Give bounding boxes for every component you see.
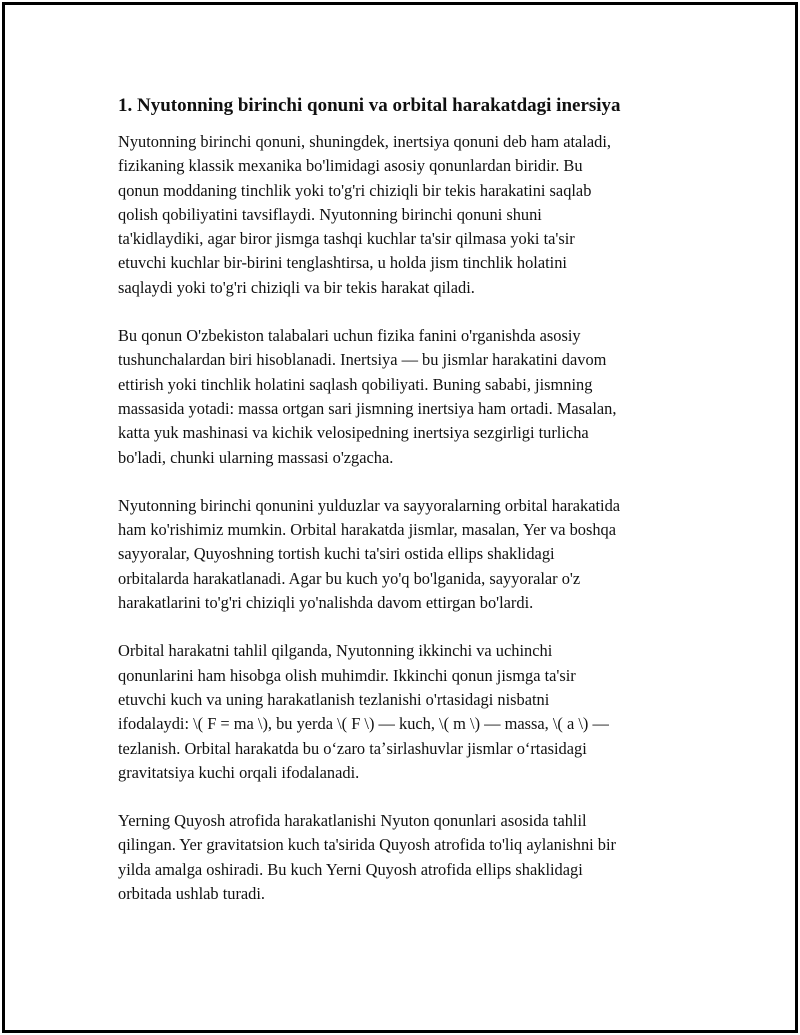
text-line: gravitatsiya kuchi orqali ifodalanadi. bbox=[118, 762, 360, 782]
text-line: qolish qobiliyatini tavsiflaydi. Nyutonning birinchi qonuni shuni bbox=[118, 204, 542, 224]
text-line: ham ko'rishimiz mumkin. Orbital harakatda jismlar, masalan, Yer va boshqa bbox=[118, 520, 617, 540]
text-line: Yerning Quyosh atrofida harakatlanishi Nyuton qonunlari asosida tahlil bbox=[118, 811, 587, 831]
text-line: qilingan. Yer gravitatsion kuch ta'sirida Quyosh atrofida to'liq aylanishni bir bbox=[118, 835, 617, 855]
text-line: fizikaning klassik mexanika bo'limidagi asosiy qonunlardan biridir. Bu bbox=[118, 156, 583, 176]
text-line: tushunchalardan biri hisoblanadi. Inertsiya — bu jismlar harakatini davom bbox=[118, 350, 607, 370]
paragraph-3 bbox=[118, 494, 688, 615]
text-line: orbitalarda harakatlanadi. Agar bu kuch yo'q bo'lganida, sayyoralar o'z bbox=[118, 568, 581, 588]
text-line: orbitada ushlab turadi. bbox=[118, 884, 266, 904]
text-line: sayyoralar, Quyoshning tortish kuchi ta'siri ostida ellips shaklidagi bbox=[118, 544, 555, 564]
paragraph-1 bbox=[118, 130, 688, 300]
text-line: harakatlarini to'g'ri chiziqli yo'nalishda davom ettirgan bo'lardi. bbox=[118, 593, 534, 613]
paragraph-5 bbox=[118, 809, 688, 906]
text-line: qonunlarini ham hisobga olish muhimdir. Ikkinchi qonun jismga ta'sir bbox=[118, 665, 576, 685]
text-line: massasida yotadi: massa ortgan sari jismning inertsiya ham ortadi. Masalan, bbox=[118, 398, 617, 418]
section-heading: 1. Nyutonning birinchi qonuni va orbital harakatdagi inersiya bbox=[118, 95, 621, 116]
text-line: katta yuk mashinasi va kichik velosipedning inertsiya sezgirligi turlicha bbox=[118, 423, 589, 443]
text-line: bo'ladi, chunki ularning massasi o'zgacha. bbox=[118, 447, 394, 467]
text-line: Orbital harakatni tahlil qilganda, Nyutonning ikkinchi va uchinchi bbox=[118, 641, 553, 661]
text-line: ta'kidlaydiki, agar biror jismga tashqi kuchlar ta'sir qilmasa yoki ta'sir bbox=[118, 229, 575, 249]
text-line: Bu qonun O'zbekiston talabalari uchun fizika fanini o'rganishda asosiy bbox=[118, 326, 581, 346]
text-line: ettirish yoki tinchlik holatini saqlash qobiliyati. Buning sababi, jismning bbox=[118, 374, 593, 394]
text-line: tezlanish. Orbital harakatda bu oʻzaro taʼsirlashuvlar jismlar oʻrtasidagi bbox=[118, 738, 587, 758]
text-line: etuvchi kuchlar bir-birini tenglashtirsa, u holda jism tinchlik holatini bbox=[118, 253, 567, 273]
text-line: Nyutonning birinchi qonunini yulduzlar va sayyoralarning orbital harakatida bbox=[118, 495, 621, 515]
document-body bbox=[118, 92, 688, 930]
text-line: qonun moddaning tinchlik yoki to'g'ri chiziqli bir tekis harakatini saqlab bbox=[118, 180, 592, 200]
text-line: etuvchi kuch va uning harakatlanish tezlanishi o'rtasidagi nisbatni bbox=[118, 689, 550, 709]
text-line: Nyutonning birinchi qonuni, shuningdek, inertsiya qonuni deb ham ataladi, bbox=[118, 132, 612, 151]
text-line: ifodalaydi: \( F = ma \), bu yerda \( F \) — kuch, \( m \) — massa, \( a \) — bbox=[118, 714, 609, 734]
text-line: saqlaydi yoki to'g'ri chiziqli va bir tekis harakat qiladi. bbox=[118, 277, 475, 297]
paragraph-2 bbox=[118, 324, 688, 470]
paragraph-4 bbox=[118, 639, 688, 785]
text-line: yilda amalga oshiradi. Bu kuch Yerni Quyosh atrofida ellips shaklidagi bbox=[118, 859, 583, 879]
